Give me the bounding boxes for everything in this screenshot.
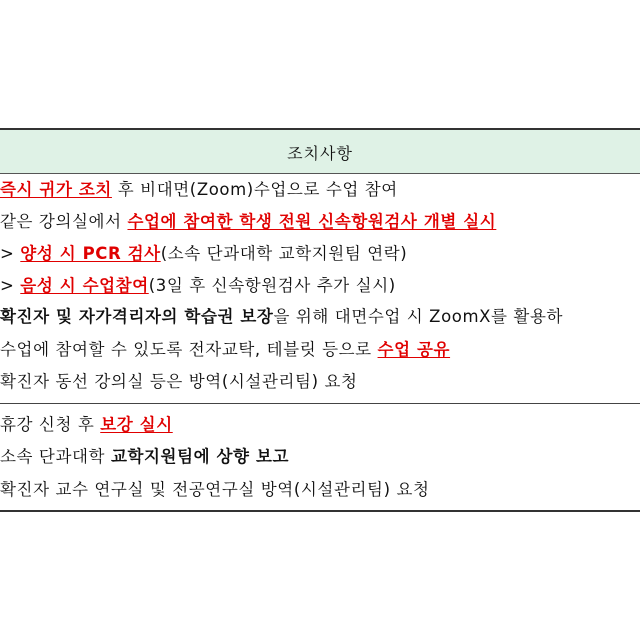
table-row [0, 179, 398, 201]
row-text: (소속 단과대학 교학지원팀 연락) [160, 244, 408, 263]
highlight-text: 보강 실시 [100, 415, 173, 434]
highlight-text: 즉시 귀가 조치 [0, 180, 112, 199]
highlight-text: 수업 공유 [377, 340, 451, 359]
highlight-text: 양성 시 PCR 검사 [20, 244, 161, 263]
bold-text: 확진자 및 자가격리자의 학습권 보장 [0, 307, 274, 326]
row-text: > [0, 276, 21, 295]
header-title: 조치사항 [287, 144, 353, 163]
table-row [0, 211, 496, 233]
table-row [0, 479, 430, 501]
table-row [0, 339, 450, 361]
row-text: 을 위해 대면수업 시 ZoomX를 활용하 [273, 307, 564, 326]
row-text: 확진자 동선 강의실 등은 방역(시설관리팀) 요청 [0, 372, 358, 391]
highlight-text: 음성 시 수업참여 [20, 276, 149, 295]
row-text: 휴강 신청 후 [0, 415, 101, 434]
table-row [0, 414, 173, 436]
table-row [0, 243, 407, 265]
row-text: 소속 단과대학 [0, 447, 111, 466]
table-row [0, 275, 396, 297]
row-text: 후 비대면(Zoom)수업으로 수업 참여 [111, 180, 398, 199]
section-divider [0, 403, 640, 404]
row-text: (3일 후 신속항원검사 추가 실시) [148, 276, 396, 295]
table-header [0, 130, 640, 174]
row-text: 수업에 참여할 수 있도록 전자교탁, 테블릿 등으로 [0, 340, 378, 359]
bold-text: 교학지원팀에 상향 보고 [110, 447, 290, 466]
table-row [0, 371, 358, 393]
table-row [0, 446, 289, 468]
table-row [0, 306, 563, 328]
highlight-text: 수업에 참여한 학생 전원 신속항원검사 개별 실시 [127, 212, 497, 231]
row-text: 확진자 교수 연구실 및 전공연구실 방역(시설관리팀) 요청 [0, 480, 430, 499]
row-text: > [0, 244, 21, 263]
row-text: 같은 강의실에서 [0, 212, 128, 231]
